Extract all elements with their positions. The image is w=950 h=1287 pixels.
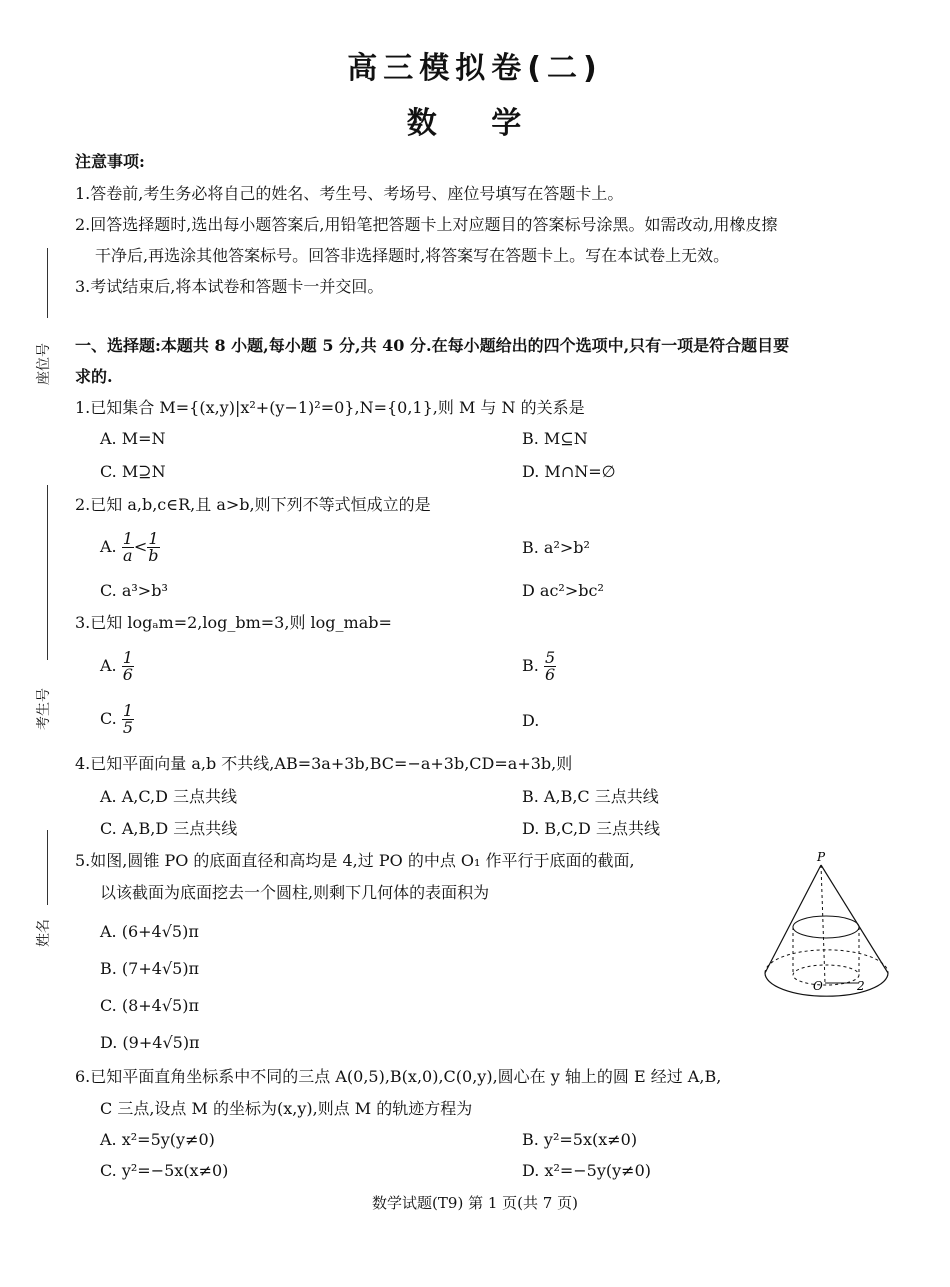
q5-option-c: C. (8+4√5)π bbox=[100, 996, 199, 1015]
q1-stem: 1.已知集合 M={(x,y)|x²+(y−1)²=0},N={0,1},则 M 与 N 的关系是 bbox=[75, 398, 585, 417]
notice-heading: 注意事项: bbox=[75, 152, 145, 171]
q5-option-a: A. (6+4√5)π bbox=[100, 922, 199, 941]
cone-right-side bbox=[821, 865, 888, 973]
q3-option-b: B. $\frac{5}{6}$ bbox=[522, 648, 556, 684]
cylinder-top bbox=[793, 916, 859, 938]
cone-figure bbox=[755, 845, 900, 1010]
exam-no-label: 考生号 bbox=[36, 688, 52, 730]
q6-option-a: A. x²=5y(y≠0) bbox=[100, 1130, 215, 1149]
seat-label: 座位号 bbox=[36, 343, 52, 385]
q1-option-c: C. M⊇N bbox=[100, 462, 166, 481]
fig-label-p: P bbox=[817, 850, 826, 864]
q1-option-d: D. M∩N=∅ bbox=[522, 462, 616, 481]
q4-option-b: B. A,B,C 三点共线 bbox=[522, 787, 659, 806]
q2-stem: 2.已知 a,b,c∈R,且 a>b,则下列不等式恒成立的是 bbox=[75, 495, 431, 514]
q5-stem: 5.如图,圆锥 PO 的底面直径和高均是 4,过 PO 的中点 O₁ 作平行于底面的截面, bbox=[75, 851, 635, 870]
notice-item: 3.考试结束后,将本试卷和答题卡一并交回。 bbox=[75, 277, 384, 296]
q6-option-b: B. y²=5x(x≠0) bbox=[522, 1130, 638, 1149]
q4-option-a: A. A,C,D 三点共线 bbox=[100, 787, 238, 806]
notice-item: 干净后,再选涂其他答案标号。回答非选择题时,将答案写在答题卡上。写在本试卷上无效。 bbox=[95, 246, 730, 265]
exam-title: 高三模拟卷(二) bbox=[347, 51, 603, 86]
q2-option-d: D ac²>bc² bbox=[522, 581, 604, 600]
cone-base-front bbox=[765, 973, 888, 996]
section-heading: 一、选择题:本题共 8 小题,每小题 5 分,共 40 分.在每小题给出的四个选项中,只有一项是符合题目要 bbox=[75, 336, 790, 355]
q6-stem: 6.已知平面直角坐标系中不同的三点 A(0,5),B(x,0),C(0,y),圆心在 y 轴上的圆 E 经过 A,B, bbox=[75, 1067, 722, 1086]
q3-option-a: A. $\frac{1}{6}$ bbox=[100, 648, 133, 684]
q4-option-c: C. A,B,D 三点共线 bbox=[100, 819, 238, 838]
q4-stem: 4.已知平面向量 a,b 不共线,AB=3a+3b,BC=−a+3b,CD=a+3b,则 bbox=[75, 754, 573, 773]
q4-option-d: D. B,C,D 三点共线 bbox=[522, 819, 660, 838]
exam-no-line bbox=[47, 485, 48, 660]
fig-label-2: 2 bbox=[857, 979, 865, 993]
q2-option-a bbox=[100, 530, 160, 564]
q2-option-b: B. a²>b² bbox=[522, 538, 590, 557]
fig-label-o: O bbox=[813, 979, 823, 993]
q6-option-d: D. x²=−5y(y≠0) bbox=[522, 1161, 652, 1180]
q3-a-frac: $\frac{1}{6}$ bbox=[122, 648, 133, 684]
q3-c-frac: $\frac{1}{5}$ bbox=[122, 701, 134, 737]
q1-option-b: B. M⊆N bbox=[522, 429, 588, 448]
section-heading-cont: 求的. bbox=[75, 367, 113, 386]
cone-left-side bbox=[765, 865, 821, 973]
q3-option-c: C. $\frac{1}{5}$ bbox=[100, 701, 134, 737]
name-line bbox=[47, 830, 48, 905]
q6-stem-cont: C 三点,设点 M 的坐标为(x,y),则点 M 的轨迹方程为 bbox=[100, 1099, 473, 1118]
notice-item: 1.答卷前,考生务必将自己的姓名、考生号、考场号、座位号填写在答题卡上。 bbox=[75, 184, 624, 203]
subject-title: 数 学 bbox=[406, 106, 544, 141]
cylinder-bottom bbox=[793, 965, 859, 985]
q3-b-frac: $\frac{5}{6}$ bbox=[544, 648, 556, 684]
q5-option-d: D. (9+4√5)π bbox=[100, 1033, 200, 1052]
q2-a-frac2: $\frac{1}{b}$ bbox=[148, 529, 159, 565]
q2-a-lt: < bbox=[133, 537, 148, 556]
q2-a-label: A. bbox=[100, 537, 117, 556]
q6-option-c: C. y²=−5x(x≠0) bbox=[100, 1161, 229, 1180]
q5-option-b: B. (7+4√5)π bbox=[100, 959, 200, 978]
cone-base-back bbox=[765, 950, 888, 973]
q2-a-frac1: $\frac{1}{a}$ bbox=[122, 529, 133, 565]
q2-option-c: C. a³>b³ bbox=[100, 581, 168, 600]
q1-option-a: A. M=N bbox=[100, 429, 166, 448]
notice-item: 2.回答选择题时,选出每小题答案后,用铅笔把答题卡上对应题目的答案标号涂黑。如需改动,用橡皮擦 bbox=[75, 215, 778, 234]
page-footer: 数学试题(T9) 第 1 页(共 7 页) bbox=[372, 1194, 578, 1212]
q5-stem-cont: 以该截面为底面挖去一个圆柱,则剩下几何体的表面积为 bbox=[100, 883, 490, 902]
q3-option-d: D. bbox=[522, 711, 540, 730]
seat-line bbox=[47, 248, 48, 318]
name-label: 姓名 bbox=[36, 919, 52, 947]
q3-stem: 3.已知 logₐm=2,log_bm=3,则 log_mab= bbox=[75, 613, 392, 632]
